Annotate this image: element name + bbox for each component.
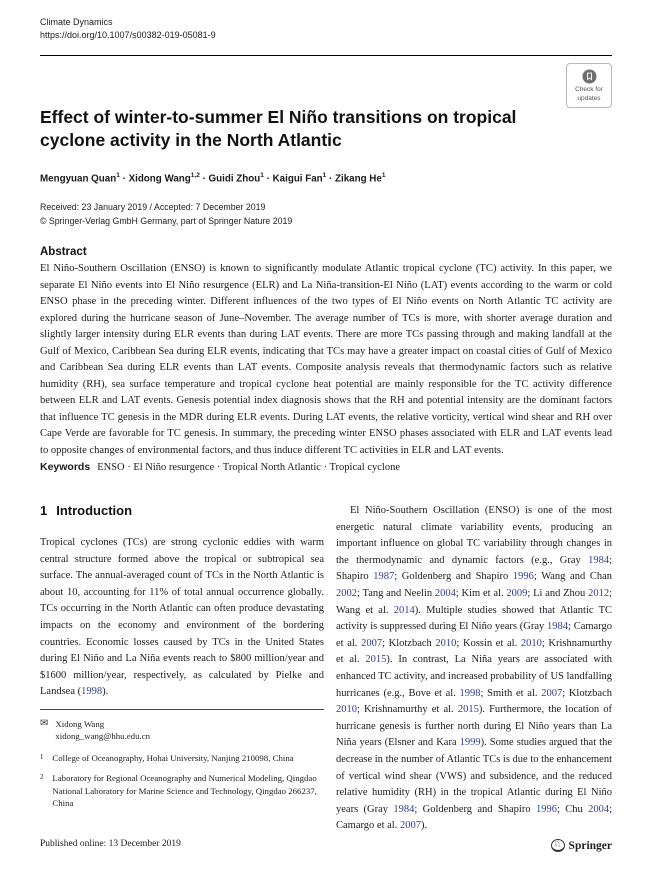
citation-link[interactable]: 2010: [435, 637, 457, 649]
citation-link[interactable]: 2010: [336, 704, 357, 716]
citation-link[interactable]: 2007: [541, 687, 563, 699]
header-divider: [40, 55, 612, 56]
left-column: [40, 503, 324, 817]
citation-link[interactable]: 2015: [457, 704, 479, 716]
check-updates-icon: [582, 69, 597, 84]
envelope-icon: ✉: [40, 717, 49, 729]
citation-link[interactable]: 1998: [81, 686, 103, 698]
affiliation-2-number: 2: [40, 774, 44, 782]
published-online: Published online: 13 December 2019: [40, 839, 181, 849]
journal-name: Climate Dynamics: [40, 17, 113, 27]
citation-link[interactable]: 2007: [399, 820, 421, 832]
intro-paragraph-right: El Niño-Southern Oscillation (ENSO) is one of the most energetic natural climate variability events, producing an important influence on global TC variability through changes in the thermodynamic and dynamic factors (e.g., Gray 1984; Shapiro 1987; Goldenberg and Shapiro 1996; Wang and Chan 2002; Tang and Neelin 2004; Kim et al. 2009; Li and Zhou 2012; Wang et al. 2014). Multiple studies showed that Atlantic TC activity is suppressed during El Niño years (Gray 1984; Camargo et al. 2007; Klotzbach 2010; Kossin et al. 2010; Krishnamurthy et al. 2015). In contrast, La Niña years are associated with enhanced TC activity, and increased probability of US landfalling hurricanes (e.g., Bove et al. 1998; Smith et al. 2007; Klotzbach 2010; Krishnamurthy et al. 2015). Furthermore, the location of hurricane genesis is further north during El Niño years than La Niña years (Elsner and Kara 1999). Some studies argued that the decrease in the number of Atlantic TCs is due to the enhancement of vertical wind shear (VWS) and subsidence, and the reduced relative humidity (RH) in the tropical Atlantic during El Niño years (Gray 1984; Goldenberg and Shapiro 1996; Chu 2004; Camargo et al. 2007).: [336, 505, 613, 832]
right-column: [336, 503, 613, 832]
springer-logo-text: Springer: [568, 839, 612, 852]
copyright-line: © Springer-Verlag GmbH Germany, part of Springer Nature 2019: [40, 216, 293, 226]
abstract-text: El Niño-Southern Oscillation (ENSO) is known to significantly modulate Atlantic tropical cyclone (TC) activity. In this paper, we separate El Niño events into El Niño resurgence (ELR) and La Niña-transition-El Niño (LAT) events according to the warm or cold ENSO phase in the preceding winter. Different influences of the two types of El Niño events on North Atlantic TC activity are explored during the hurricane season of June–November. The average number of TCs is more, with shorter average duration and slightly larger intensity during ELR events than during LAT events. There are more TCs passing through and making landfall at the Gulf of Mexico, Caribbean Sea during ELR events, indicating that TCs may have a greater impact on coastal cities of Gulf of Mexico and Caribbean Sea during ELR events than LAT events. Composite analysis reveals that thermodynamic factors such as relative humidity (RH), sea surface temperature and tropical cyclone heat potential are mainly responsible for the TC activity difference between ELR and LAT events. Genesis potential index diagnosis shows that the RH and potential intensity are the dominant factors that influence TC genesis in the MDR during ELR events. During LAT events, the relative vorticity, vertical wind shear and RH over Cape Verde are favorable for TC genesis. In summary, the preceding winter ENSO phases associated with ELR and LAT events lead to opposite changes of environmental factors, and thus induce different TC activities in ELR and LAT events.: [40, 263, 612, 456]
article-dates: [40, 200, 612, 228]
citation-link[interactable]: 2002: [336, 587, 357, 599]
citation-link[interactable]: 2014: [393, 604, 415, 616]
keywords-list: ENSO · El Niño resurgence · Tropical North Atlantic · Tropical cyclone: [97, 462, 400, 473]
body-columns: [40, 503, 613, 832]
abstract-section: [40, 246, 612, 459]
citation-link[interactable]: 2004: [588, 803, 610, 815]
citation-link[interactable]: 1999: [459, 737, 481, 749]
citation-link[interactable]: 1996: [535, 803, 557, 815]
citation-link[interactable]: 1996: [512, 571, 534, 583]
check-for-updates-button[interactable]: [566, 63, 612, 108]
section-title: Introduction: [56, 503, 133, 518]
citation-link[interactable]: 2009: [506, 587, 528, 599]
correspondence: [40, 718, 324, 743]
affiliation-2-text: Laboratory for Regional Oceanography and Numerical Modeling, Qingdao National Laboratory for Marine Science and Technology, Qingdao 266237, China: [52, 773, 317, 809]
keywords-line: [40, 461, 612, 473]
check-updates-label-line1: Check for: [575, 86, 603, 93]
authors-line: Mengyuan Quan$^1$ · Xidong Wang$^{1,2}$ · Guidi Zhou$^1$ · Kaigui Fan$^1$ · Zikang He$^1$: [40, 172, 386, 185]
affiliation-1-number: 1: [40, 753, 44, 761]
affiliation-2: [40, 772, 324, 810]
corresponding-author-email[interactable]: xidong_wang@hhu.edu.cn: [55, 731, 150, 742]
citation-link[interactable]: 1984: [588, 554, 610, 566]
received-accepted: Received: 23 January 2019 / Accepted: 7 December 2019: [40, 202, 266, 212]
page-footer: [40, 839, 612, 852]
citation-link[interactable]: 2015: [365, 654, 387, 666]
citation-link[interactable]: 1984: [393, 803, 415, 815]
citation-link[interactable]: 2010: [520, 637, 542, 649]
section-heading-introduction: [40, 503, 324, 518]
citation-link[interactable]: 1984: [547, 621, 569, 633]
doi-link[interactable]: https://doi.org/10.1007/s00382-019-05081-9: [40, 30, 216, 40]
keywords-label: Keywords: [40, 461, 91, 473]
corresponding-author-name: Xidong Wang: [55, 718, 105, 729]
citation-link[interactable]: 1998: [459, 687, 481, 699]
springer-logo: [551, 839, 612, 852]
section-number: 1: [40, 503, 48, 518]
footnote-block: [40, 701, 324, 818]
affiliation-1-text: College of Oceanography, Hohai University, Nanjing 210098, China: [52, 752, 294, 763]
journal-header: [40, 16, 612, 42]
citation-link[interactable]: 2007: [361, 637, 383, 649]
check-updates-label-line2: updates: [577, 94, 601, 102]
citation-link[interactable]: 1987: [373, 571, 395, 583]
intro-paragraph-left: Tropical cyclones (TCs) are strong cyclonic eddies with warm central structure formed above the tropical or subtropical sea surface. The annual-averaged count of TCs in the North Atlantic is about 10, accounting for 11% of total annual occurrence globally. TCs occurring in the North Atlantic can often produce devastating impacts on the economy and environment of the bordering countries. Economic losses caused by TCs in the United States during El Niño and La Niña events reach to $800 million/year and $1600 million/year, respectively, as calculated by Pielke and Landsea (1998).: [40, 537, 324, 698]
citation-link[interactable]: 2012: [588, 587, 610, 599]
abstract-heading: Abstract: [40, 246, 87, 258]
springer-knight-icon: ♘: [551, 839, 565, 852]
affiliation-1: [40, 752, 324, 765]
citation-link[interactable]: 2004: [434, 587, 456, 599]
footnote-divider: [40, 709, 324, 710]
page-title: Effect of winter-to-summer El Niño transitions on tropical cyclone activity in the North Atlantic: [40, 107, 517, 150]
